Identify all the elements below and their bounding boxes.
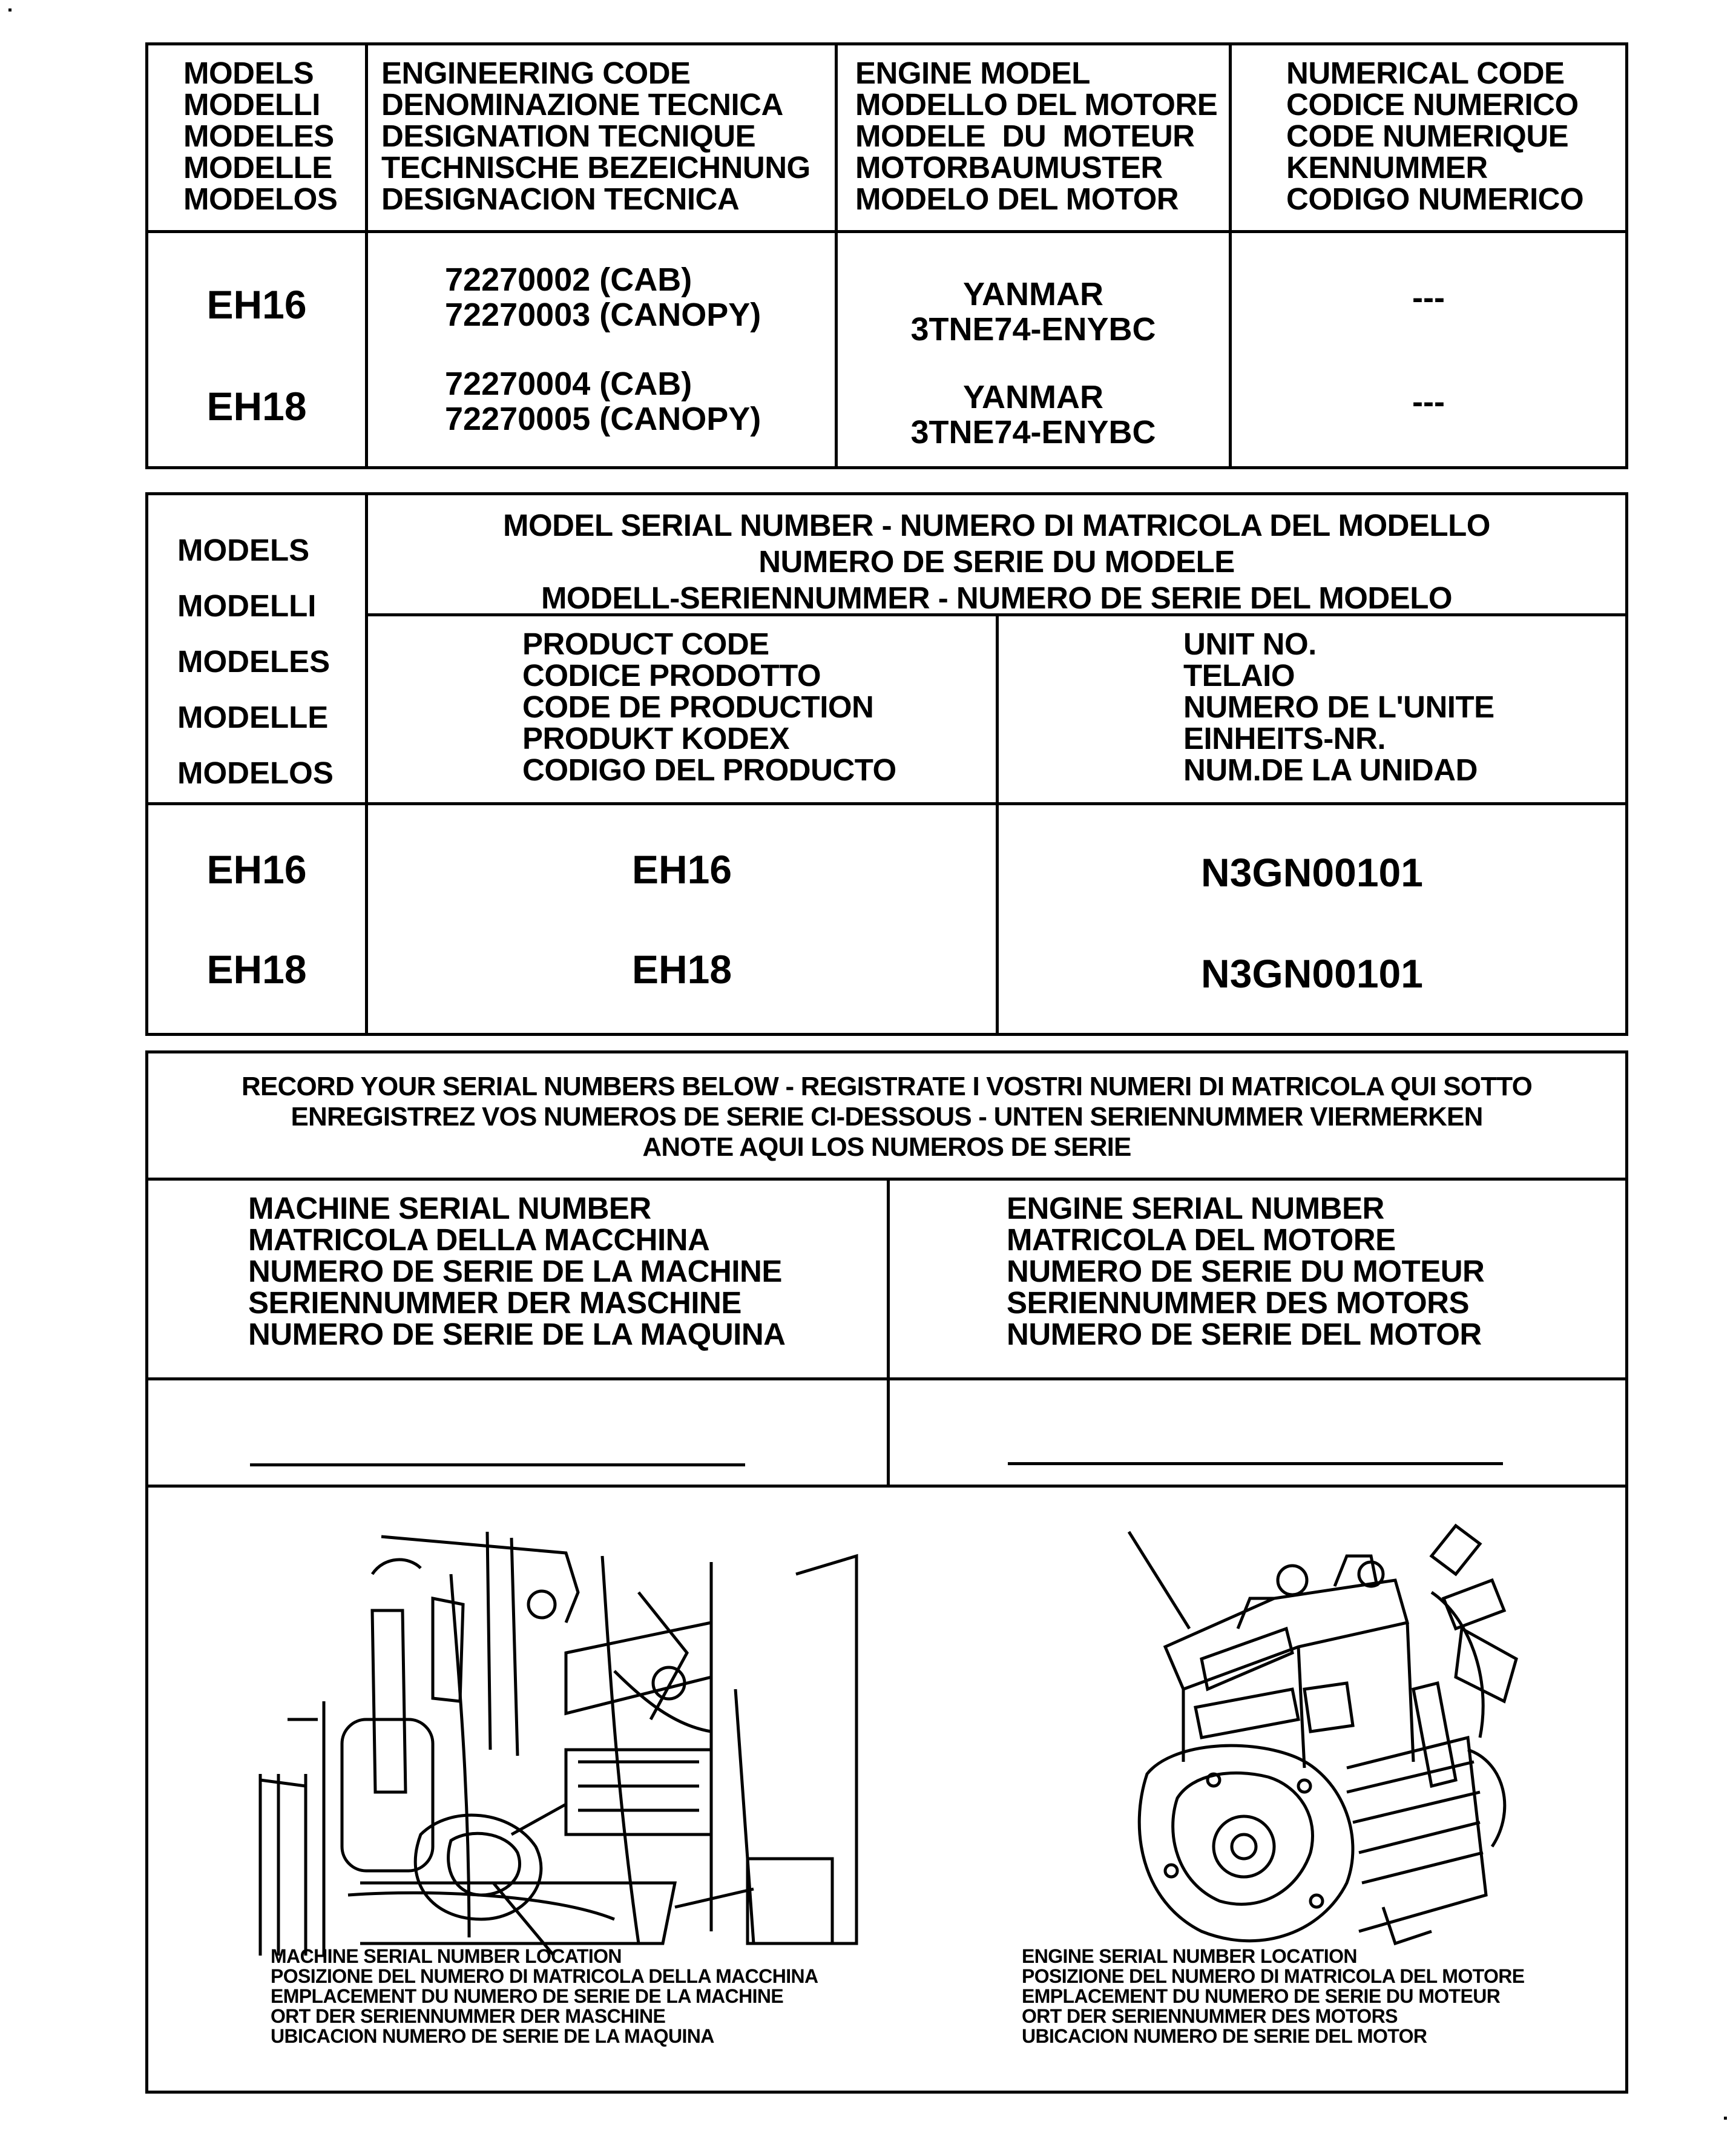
numerical-code-header: NUMERICAL CODE CODICE NUMERICO CODE NUMERIQUE KENNUMMER CODIGO NUMERICO — [1286, 56, 1584, 216]
row2-unit-no: N3GN00101 — [1201, 951, 1423, 996]
row2-model-2: EH18 — [206, 947, 307, 992]
machine-serial-input-line[interactable] — [250, 1463, 745, 1466]
unit-no-header: UNIT NO. TELAIO NUMERO DE L'UNITE EINHEITS-NR. NUM.DE LA UNIDAD — [1183, 627, 1494, 787]
row2-product-code: EH18 — [631, 947, 732, 992]
engineering-code-header: ENGINEERING CODE DENOMINAZIONE TECNICA DESIGNATION TECNIQUE TECHNISCHE BEZEICHNUNG DESIGNACION TECNICA — [381, 56, 810, 216]
corner-mark-bottom — [1724, 2117, 1727, 2120]
row1-engine-model: YANMAR 3TNE74-ENYBC — [910, 276, 1156, 348]
product-code-header: PRODUCT CODE CODICE PRODOTTO CODE DE PRODUCTION PRODUKT KODEX CODIGO DEL PRODUCTO — [522, 627, 896, 787]
models-header-2: MODELS MODELLI MODELES MODELLE MODELOS — [177, 533, 334, 790]
row2-engineering-codes: 72270004 (CAB) 72270005 (CANOPY) — [445, 366, 761, 437]
row1-product-code: EH16 — [631, 847, 732, 892]
row1-model: EH16 — [206, 282, 307, 327]
engine-model-header: ENGINE MODEL MODELLO DEL MOTORE MODELE DU MOTEUR MOTORBAUMUSTER MODELO DEL MOTOR — [855, 56, 1218, 216]
machine-serial-header: MACHINE SERIAL NUMBER MATRICOLA DELLA MACCHINA NUMERO DE SERIE DE LA MACHINE SERIENNUMMER DER MASCHINE NUMERO DE SERIE DE LA MAQUINA — [248, 1191, 786, 1351]
machine-serial-location-caption: MACHINE SERIAL NUMBER LOCATION POSIZIONE DEL NUMERO DI MATRICOLA DELLA MACCHINA EMPLACEMENT DU NUMERO DE SERIE DE LA MACHINE ORT DER SERIENNUMMER DER MASCHINE UBICACION NUMERO DE SERIE DE LA MAQUINA — [271, 1945, 818, 2047]
record-serial-table — [145, 1050, 1628, 2094]
models-header: MODELS MODELLI MODELES MODELLE MODELOS — [183, 56, 338, 216]
model-engine-table — [145, 42, 1628, 469]
corner-mark-top — [8, 8, 12, 12]
row2-engine-model: YANMAR 3TNE74-ENYBC — [910, 379, 1156, 450]
engine-serial-location-illustration — [1093, 1508, 1565, 1980]
engine-serial-header: ENGINE SERIAL NUMBER MATRICOLA DEL MOTORE NUMERO DE SERIE DU MOTEUR SERIENNUMMER DES MOTORS NUMERO DE SERIE DEL MOTOR — [1007, 1191, 1485, 1351]
record-title: RECORD YOUR SERIAL NUMBERS BELOW - REGISTRATE I VOSTRI NUMERI DI MATRICOLA QUI SOTTO ENREGISTREZ VOS NUMEROS DE SERIE CI-DESSOUS - UNTEN SERIENNUMMER VIERMERKEN ANOTE AQUI LOS NUMEROS DE SERIE — [241, 1072, 1533, 1162]
row1-engineering-codes: 72270002 (CAB) 72270003 (CANOPY) — [445, 262, 761, 333]
model-serial-number-title: MODEL SERIAL NUMBER - NUMERO DI MATRICOLA DEL MODELLO NUMERO DE SERIE DU MODELE MODELL-SERIENNUMMER - NUMERO DE SERIE DEL MODELO — [503, 508, 1490, 615]
machine-serial-location-illustration — [251, 1520, 887, 1980]
row1-unit-no: N3GN00101 — [1201, 850, 1423, 895]
row2-numerical-code: --- — [1412, 384, 1445, 420]
row1-model-2: EH16 — [206, 847, 307, 892]
row2-model: EH18 — [206, 384, 307, 429]
row1-numerical-code: --- — [1412, 280, 1445, 316]
engine-serial-location-caption: ENGINE SERIAL NUMBER LOCATION POSIZIONE DEL NUMERO DI MATRICOLA DEL MOTORE EMPLACEMENT DU NUMERO DE SERIE DU MOTEUR ORT DER SERIENNUMMER DES MOTORS UBICACION NUMERO DE SERIE DEL MOTOR — [1022, 1945, 1525, 2047]
serial-number-table — [145, 492, 1628, 1036]
engine-serial-input-line[interactable] — [1008, 1462, 1503, 1465]
